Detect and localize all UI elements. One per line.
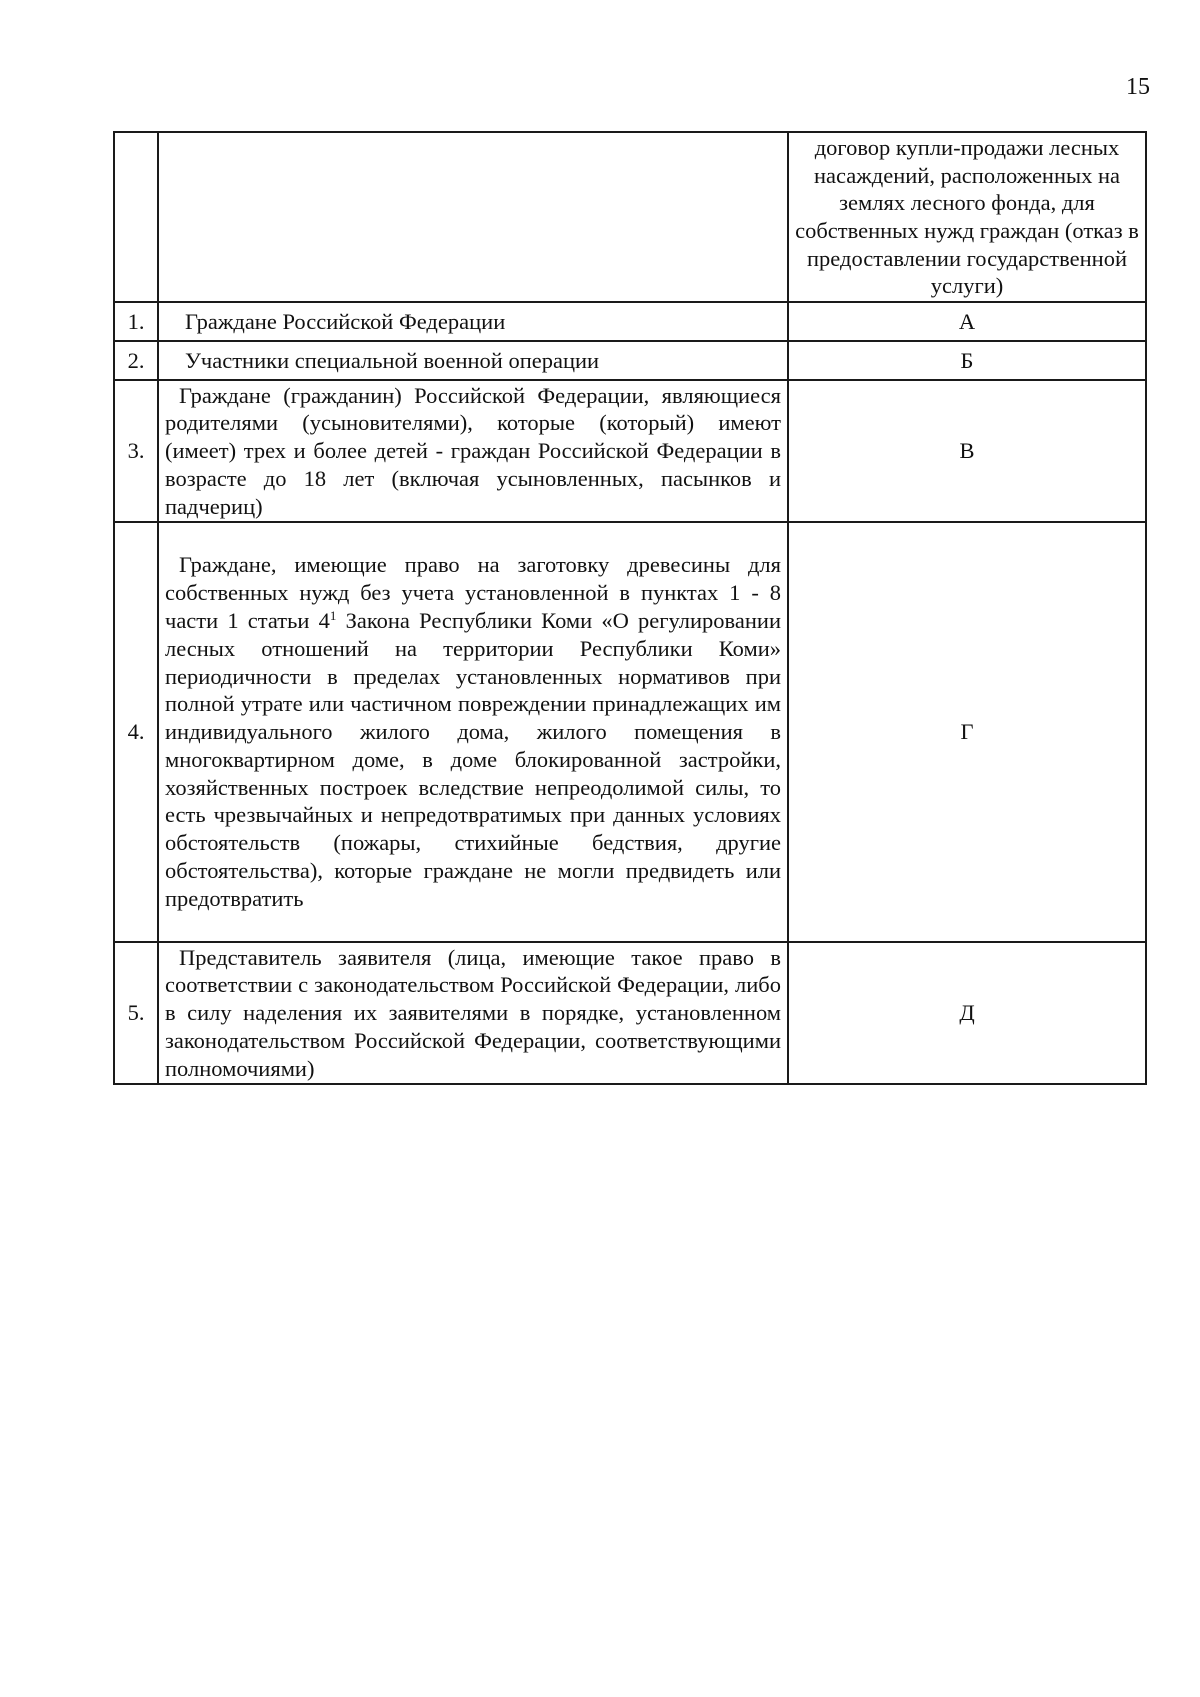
table-header-row	[114, 132, 1146, 302]
row-description: Граждане Российской Федерации	[158, 302, 788, 341]
row-code: Д	[788, 942, 1146, 1084]
row-code: Г	[788, 522, 1146, 942]
superscript: 1	[329, 607, 337, 623]
row-code: В	[788, 380, 1146, 522]
header-result-cell: договор купли-продажи лесных насаждений, расположенных на землях лесного фонда, для собственных нужд граждан (отказ в предоставлении государственной услуги)	[788, 132, 1146, 302]
header-desc-cell	[158, 132, 788, 302]
row-description	[158, 522, 788, 942]
page-number: 15	[1126, 74, 1150, 100]
table-row	[114, 302, 1146, 341]
row-number: 2.	[114, 341, 158, 380]
row-description-text: Представитель заявителя (лица, имеющие такое право в соответствии с законодательством Российской Федерации, либо в силу наделения их заявителями в порядке, установленном законодательством Российской Федерации, соответствующими полномочиями)	[165, 944, 781, 1081]
row-number: 1.	[114, 302, 158, 341]
row-description-text-cont: Закона Республики Коми «О регулировании лесных отношений на территории Республики Коми» периодичности в пределах установленных нормативов при полной утрате или частичном повреждении принадлежащих им индивидуального жилого дома, жилого помещения в многоквартирном доме, в доме блокированной застройки, хозяйственных построек вследствие непреодолимой силы, то есть чрезвычайных и непредотвратимых при данных условиях обстоятельств (пожары, стихийные бедствия, другие обстоятельства), которые граждане не могли предвидеть или предотвратить	[165, 607, 781, 911]
row-code: Б	[788, 341, 1146, 380]
row-description-text: Граждане (гражданин) Российской Федерации, являющиеся родителями (усыновителями), которые (который) имеют (имеет) трех и более детей - граждан Российской Федерации в возрасте до 18 лет (включая усыновленных, пасынков и падчериц)	[165, 382, 781, 519]
row-number: 3.	[114, 380, 158, 522]
row-code: А	[788, 302, 1146, 341]
row-number: 5.	[114, 942, 158, 1084]
row-description: Участники специальной военной операции	[158, 341, 788, 380]
table-row	[114, 380, 1146, 522]
table-row	[114, 522, 1146, 942]
row-description-text: Граждане, имеющие право на заготовку древесины для собственных нужд без учета установленной в пунктах 1 - 8 части 1 статьи 4	[165, 552, 781, 633]
table-row	[114, 942, 1146, 1084]
row-number: 4.	[114, 522, 158, 942]
row-description	[158, 380, 788, 522]
header-num-cell	[114, 132, 158, 302]
applicants-table	[113, 131, 1147, 1085]
table-row	[114, 341, 1146, 380]
row-description	[158, 942, 788, 1084]
